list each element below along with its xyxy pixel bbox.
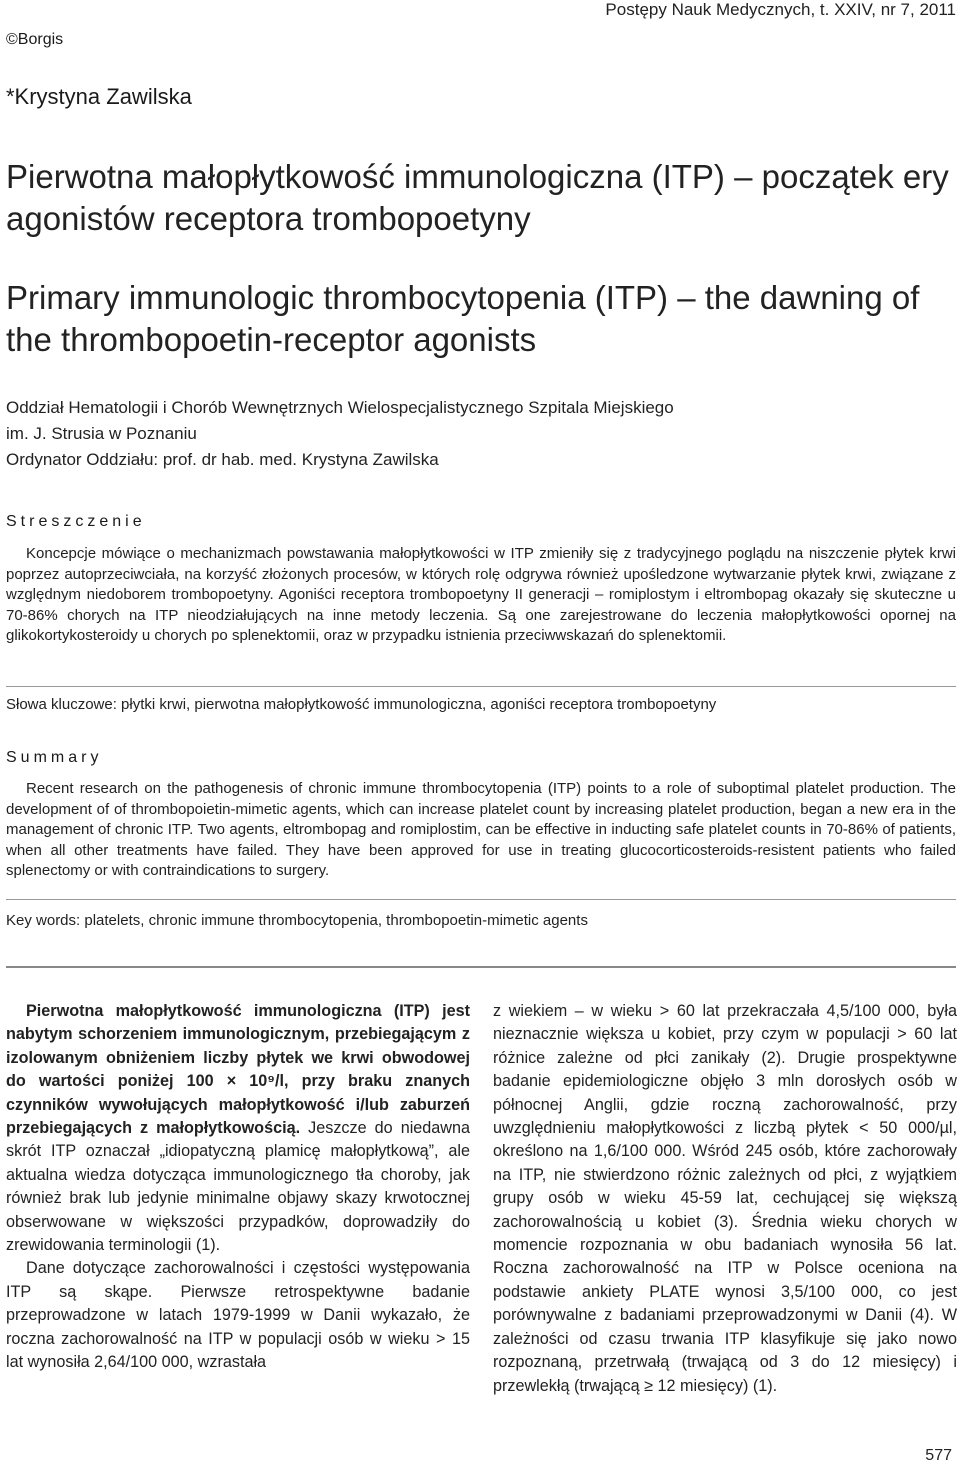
journal-citation: Postępy Nauk Medycznych, t. XXIV, nr 7, 2011 — [605, 0, 956, 19]
title-english: Primary immunologic thrombocytopenia (ITP) – the dawning of the thrombopoetin-receptor agonists — [6, 279, 920, 358]
divider — [6, 686, 956, 687]
body-paragraph: z wiekiem – w wieku > 60 lat przekraczała 4,5/100 000, była nieznacznie większa u kobiet, przy czym w populacji > 60 lat różnice zależne od płci zanikały (2). Drugie prospektywne badanie epidemiologiczne objęło 3 mln dorosłych osób w północnej Anglii, gdzie roczną zachorowalność, przy uwzględnieniu małopłytkowości z liczbą płytek < 50 000/µl, określono na 1,6/100 000. Wśród 245 osób, które zachorowały na ITP, nie stwierdzono różnic zależnych od płci, z wyjątkiem grupy osób w wieku 45-59 lat, cechującej się większą zachorowalnością u kobiet (3). Średnia wieku chorych w momencie rozpoznania w obu badaniach wynosiła 56 lat. Roczna zachorowalność na ITP w Polsce oceniona na podstawie ankiety PLATE wynosi 3,5/100 000, co jest porównywalne z badaniami przeprowadzonymi w Danii (4). W zależności od czasu trwania ITP klasyfikuje się jako nowo rozpoznaną, przetrwałą (trwającą od 3 do 12 miesięcy) i przewlekłą (trwającą ≥ 12 miesięcy) (1). — [493, 1002, 957, 1395]
keywords-pl: Słowa kluczowe: płytki krwi, pierwotna małopłytkowość immunologiczna, agoniści receptora trombopoetyny — [6, 696, 717, 713]
page-number: 577 — [925, 1447, 952, 1464]
abstract-en-text: Recent research on the pathogenesis of chronic immune thrombocytopenia (ITP) points to a role of suboptimal platelet production. The development of of thrombopoietin-mimetic agents, which can increase platelet count by increasing platelet production, began a new era in the management of chronic ITP. Two agents, eltrombopag and romiplostim, can be effective in inducting safe platelet counts in 70-86% of patients, when all other treatments have failed. They have been approved for use in treating glucocorticosteroids-resistent patients who failed splenectomy or with contraindications to surgery. — [6, 780, 956, 879]
paragraph-text: Jeszcze do niedawna skrót ITP oznaczał „idiopatyczną plamicę małopłytkową”, ale aktualna wiedza dotycząca immunologicznego tła choroby, jak również brak lub jedynie minimalne objawy skazy krwotocznej obserwowane w większości przypadków, doprowadziły do zrewidowania terminologii (1). — [6, 1119, 470, 1255]
affiliation-line: im. J. Strusia w Poznaniu — [6, 424, 197, 443]
publisher-mark: ©Borgis — [6, 31, 64, 48]
author-name: *Krystyna Zawilska — [6, 84, 192, 109]
section-divider — [6, 966, 956, 968]
body-paragraph — [6, 1000, 470, 1257]
body-column-right — [493, 1000, 957, 1398]
body-column-left — [6, 1000, 470, 1375]
affiliation — [6, 395, 956, 473]
keywords-en: Key words: platelets, chronic immune thrombocytopenia, thrombopoetin-mimetic agents — [6, 912, 588, 929]
abstract-pl-text: Koncepcje mówiące o mechanizmach powstawania małopłytkowości w ITP zmieniły się z tradycyjnego poglądu na niszczenie płytek krwi poprzez autoprzeciwciała, na korzyść złożonych procesów, w których rolę odgrywa również upośledzone wytwarzanie płytek krwi, związane z względnym niedoborem trombopoetyny. Agoniści receptora trombopoetyny II generacji – romiplostym i eltrombopag okazały się skuteczne u 70-86% chorych na ITP nieodziałujących na inne metody leczenia. Są one zarejestrowane do leczenia małopłytkowości opornej na glikokortykosteroidy u chorych po splenektomii, oraz w przypadku istnienia przeciwwskazań do splenektomii. — [6, 545, 956, 644]
abstract-pl-heading: Streszczenie — [6, 513, 146, 530]
body-paragraph: Dane dotyczące zachorowalności i częstości występowania ITP są skąpe. Pierwsze retrospektywne badanie przeprowadzone w latach 1979-1999 w Danii wykazało, że roczna zachorowalność na ITP w populacji osób w wieku > 15 lat wynosiła 2,64/100 000, wzrastała — [6, 1259, 470, 1372]
divider — [6, 899, 956, 900]
abstract-en-heading: Summary — [6, 749, 103, 766]
affiliation-line: Ordynator Oddziału: prof. dr hab. med. Krystyna Zawilska — [6, 450, 439, 469]
title-polish: Pierwotna małopłytkowość immunologiczna (ITP) – początek ery agonistów receptora trombopoetyny — [6, 158, 949, 237]
lead-bold-text: Pierwotna małopłytkowość immunologiczna (ITP) jest nabytym schorzeniem immunologicznym, przebiegającym z izolowanym obniżeniem liczby płytek we krwi obwodowej do wartości poniżej 100 × 10⁹/l, przy braku znanych czynników wywołujących małopłytkowość i/lub zaburzeń przebiegających z małopłytkowością. — [6, 1002, 470, 1138]
affiliation-line: Oddział Hematologii i Chorób Wewnętrznych Wielospecjalistycznego Szpitala Miejskiego — [6, 398, 674, 417]
